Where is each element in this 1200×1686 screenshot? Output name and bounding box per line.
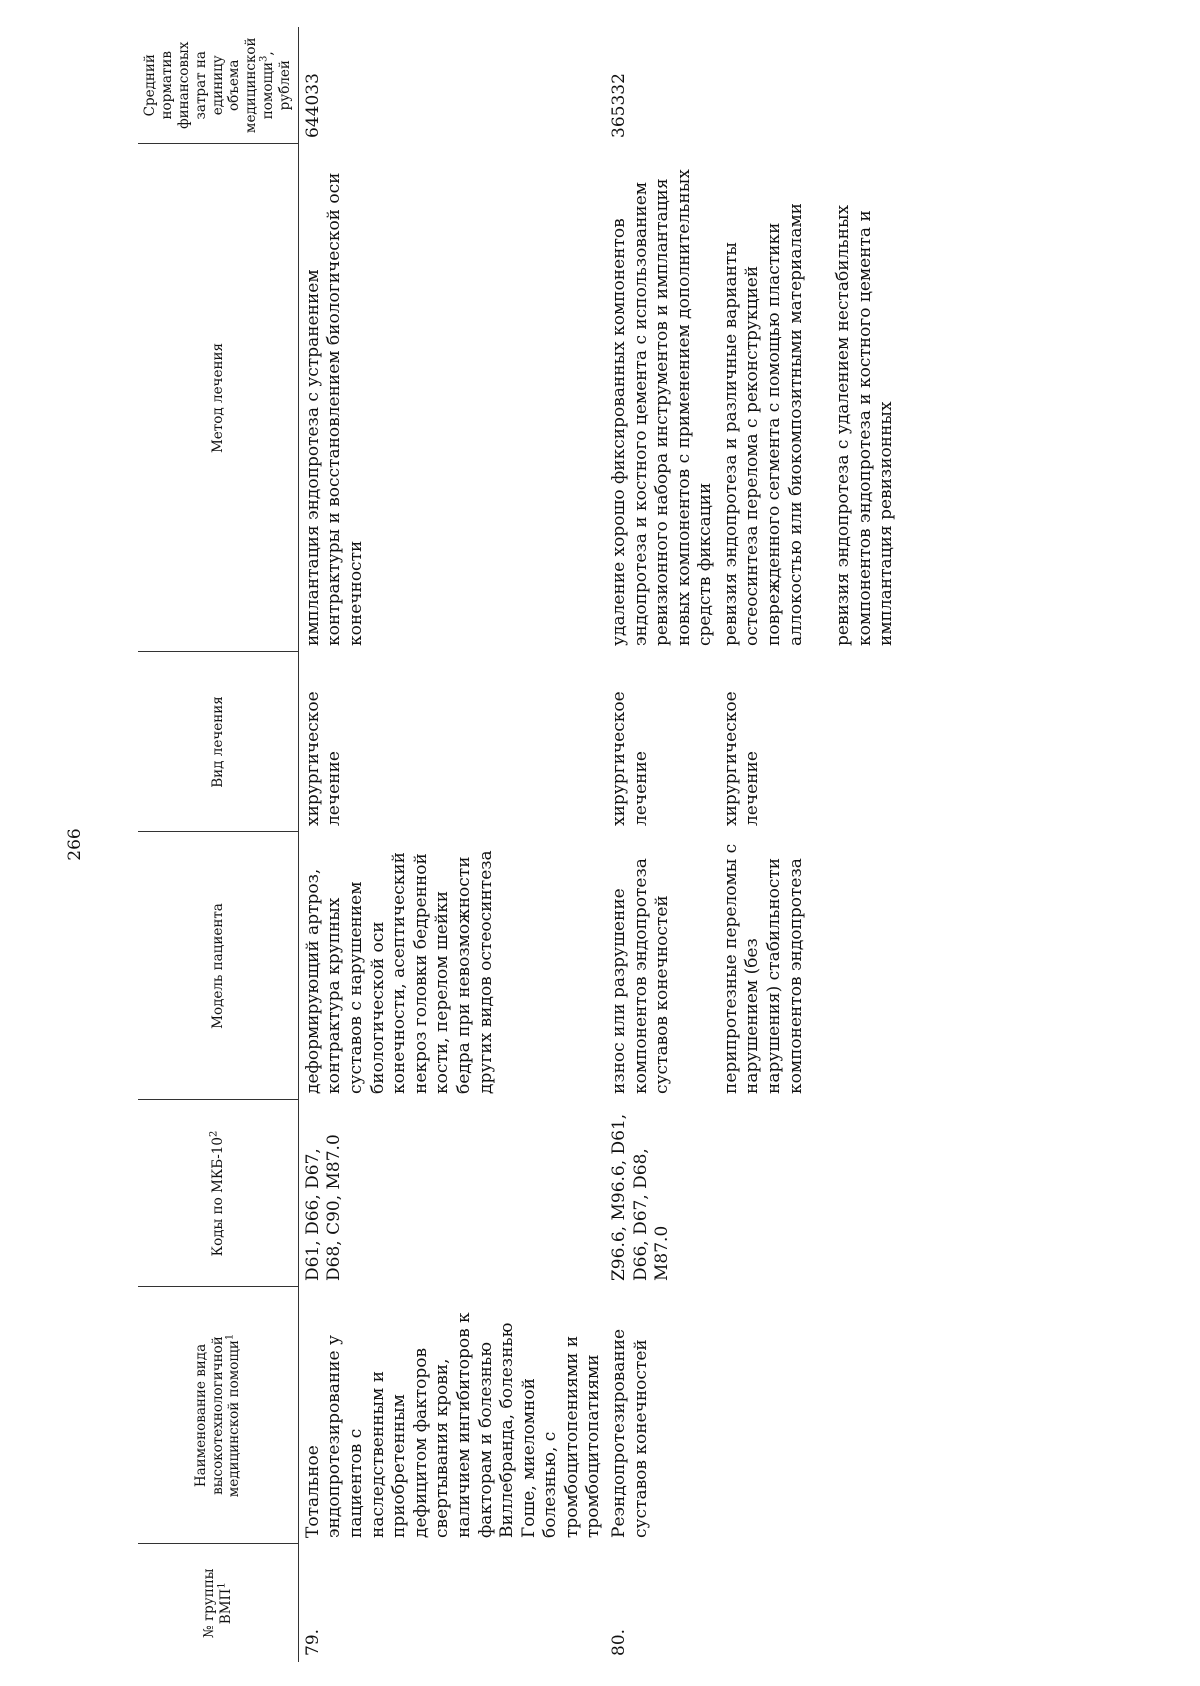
header-name: Наименование вида высокотехнологичной медицинской помощи$^1$ bbox=[138, 1287, 298, 1544]
method-spacer bbox=[807, 150, 833, 646]
table-row bbox=[605, 27, 717, 1662]
cell-codes: Z96.6, M96.6, D61, D66, D67, D68, M87.0 bbox=[608, 1113, 673, 1281]
header-model: Модель пациента bbox=[138, 832, 298, 1100]
cell-kind: хирургическое лечение bbox=[720, 691, 763, 826]
cell-model: деформирующий артроз, контрактура крупных суставов с нарушением биологической оси конечности, асептический некроз головки бедренной кости, перелом шейки бедра при невозможности других видов остеосинтеза bbox=[302, 850, 496, 1094]
table-row bbox=[717, 27, 898, 1662]
cell-name bbox=[717, 1287, 898, 1544]
header-codes: Коды по МКБ-$10^2$ bbox=[138, 1100, 298, 1287]
cell-method bbox=[717, 144, 898, 652]
header-group: № группы ВМП$^1$ bbox=[138, 1544, 298, 1662]
vmp-table bbox=[138, 27, 898, 1662]
cell-cost: 644033 bbox=[302, 73, 323, 138]
cell-kind: хирургическое лечение bbox=[302, 691, 345, 826]
cell-model: износ или разрушение компонентов эндопротеза суставов конечностей bbox=[608, 858, 673, 1094]
cell-group bbox=[717, 1544, 898, 1662]
header-kind: Вид лечения bbox=[138, 652, 298, 832]
header-cost: Средний норматив финансовых затрат на единицу объема медицинской помощи$^3$, рублей bbox=[138, 27, 298, 144]
cell-name: Реэндопротезирование суставов конечностей bbox=[608, 1328, 651, 1538]
method-text: ревизия эндопротеза и различные варианты остеосинтеза перелома с реконструкцией поврежденного сегмента с помощью пластики аллокостью или биокомпозитными материалами bbox=[720, 202, 806, 646]
cell-group: 80. bbox=[608, 1628, 629, 1656]
rotated-page bbox=[60, 27, 1120, 1662]
cell-group: 79. bbox=[302, 1628, 323, 1656]
cell-model: перипротезные переломы с нарушением (без нарушения) стабильности компонентов эндопротеза bbox=[720, 843, 806, 1094]
cell-codes bbox=[717, 1100, 898, 1287]
cell-kind: хирургическое лечение bbox=[608, 691, 651, 826]
table-header-row bbox=[138, 27, 298, 1662]
cell-name: Тотальное эндопротезирование у пациентов с наследственным и приобретенным дефицитом факторов свертывания крови, наличием ингибиторов к факторам и болезнью Виллебранда, болезнью Гоше, миеломной болезнью, с тромбоцитопениями и тромбоцитопатиями bbox=[302, 1312, 604, 1538]
header-method: Метод лечения bbox=[138, 144, 298, 652]
cell-method: имплантация эндопротеза с устранением контрактуры и восстановлением биологической оси конечности bbox=[302, 172, 367, 646]
method-text-2: ревизия эндопротеза с удалением нестабильных компонентов эндопротеза и костного цемента и имплантация ревизионных bbox=[833, 204, 897, 646]
cell-method: удаление хорошо фиксированных компонентов эндопротеза и костного цемента с использованием ревизионного набора инструментов и имплантация новых компонентов с применением дополнительных средств фиксации bbox=[608, 169, 716, 646]
cell-cost bbox=[717, 27, 898, 144]
table-row bbox=[298, 27, 605, 1662]
page-number: 266 bbox=[65, 828, 85, 861]
cell-codes: D61, D66, D67, D68, C90, M87.0 bbox=[302, 1134, 345, 1281]
cell-cost: 365332 bbox=[608, 73, 629, 138]
